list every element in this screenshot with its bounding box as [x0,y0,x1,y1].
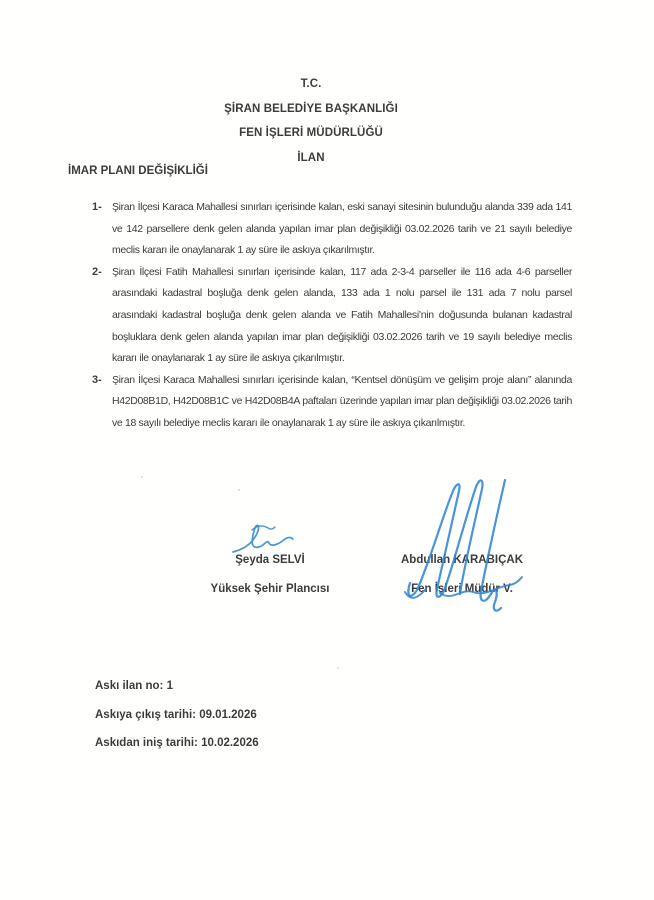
hang-announcement-no: Askı ilan no: 1 [95,680,173,692]
list-item-text: Şiran İlçesi Karaca Mahallesi sınırları içerisinde kalan, eski sanayi sitesinin bulunduğu alanda 339 ada 141 ve 142 parsellere denk gelen alanda yapılan imar plan değişikliği 03.02.2026 tarih ve 21 sayılı belediye meclis kararı ile onaylanarak 1 ay süre ile askıya çıkarılmıştır. [112,201,572,257]
list-item-text: Şiran İlçesi Karaca Mahallesi sınırları içerisinde kalan, “Kentsel dönüşüm ve gelişim proje alanı” alanında H42D08B1D, H42D08B1C ve H42D08B4A paftaları üzerinde yapılan imar plan değişikliği 03.02.2026 tarih ve 18 sayılı belediye meclis kararı ile onaylanarak 1 ay süre ile askıya çıkarılmıştır. [112,373,572,429]
scan-speck [238,489,240,491]
signatory-title: Fen İşleri Müdür V. [411,582,513,595]
list-item [92,197,574,262]
list-item [92,262,574,370]
handwritten-signature-icon [402,475,526,617]
letterhead-municipality: ŞİRAN BELEDİYE BAŞKANLIĞI [224,102,398,115]
list-item-text: Şiran İlçesi Fatih Mahallesi sınırları içerisinde kalan, 117 ada 2-3-4 parseller ile 116 ada 4-6 parseller arasındaki kadastral boşluğa denk gelen alanda, 133 ada 1 nolu parsel ile 131 ada 7 nolu parsel arasındaki kadastral boşluğa denk gelen alanda ve Fatih Mahallesi’nin doğusunda bulanan kadastral boşluklara denk gelen alanda yapılan imar plan değişikliği 03.02.2026 tarih ve 19 sayılı belediye meclis kararı ile onaylanarak 1 ay süre ile askıya çıkarılmıştır. [112,265,572,365]
letterhead [0,72,622,170]
list-item-number: 3- [92,373,102,386]
signatory-title: Yüksek Şehir Plancısı [210,582,330,595]
scan-speck [337,667,339,669]
letterhead-department: FEN İŞLERİ MÜDÜRLÜĞÜ [239,127,383,139]
signatory-left [188,554,352,595]
hang-posting-date: Askıya çıkış tarihi: 09.01.2026 [95,708,257,721]
scan-speck [141,476,143,478]
signatory-name: Şeyda SELVİ [235,554,305,566]
hang-record [95,672,259,758]
letterhead-republic: T.C. [300,78,322,90]
signatory-right [384,554,540,595]
announcement-list [92,197,574,435]
signatory-name: Abdullah KARABIÇAK [400,554,524,566]
subject-heading: İMAR PLANI DEĞİŞİKLİĞİ [68,165,208,177]
list-item-number: 1- [92,201,102,213]
list-item-number: 2- [92,265,102,278]
letterhead-doc-type: İLAN [297,151,325,164]
list-item [92,370,574,435]
hang-removal-date: Askıdan iniş tarihi: 10.02.2026 [95,737,259,750]
